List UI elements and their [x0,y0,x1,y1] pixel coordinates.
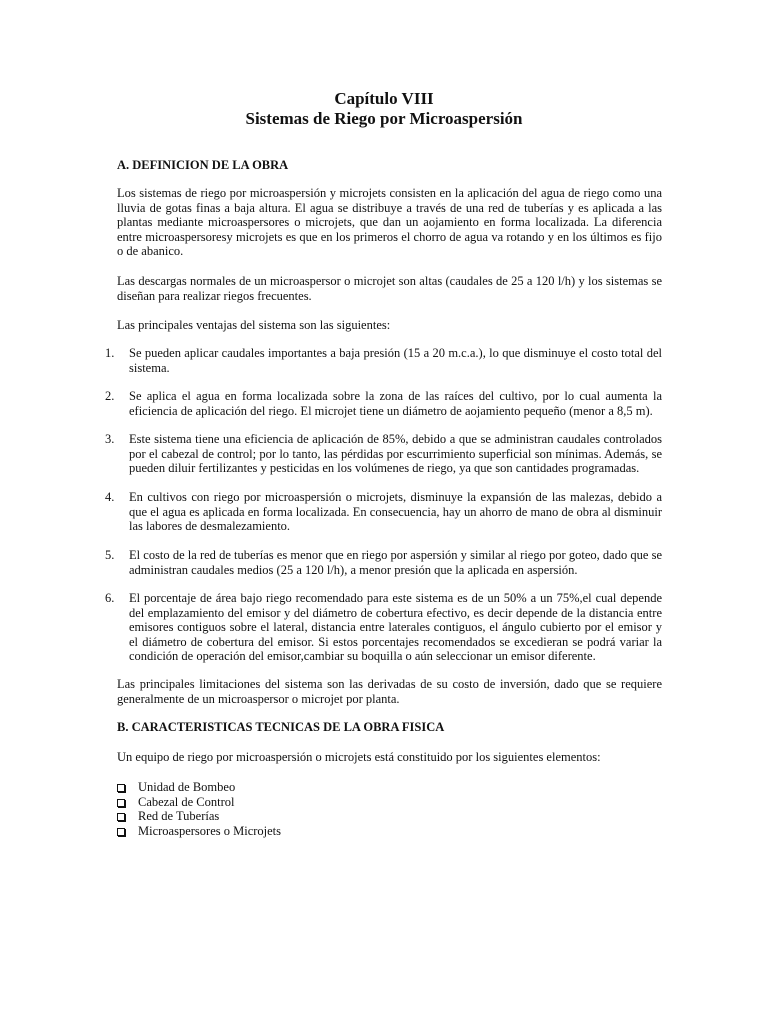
list-item-number: 1. [105,346,115,360]
list-item [105,548,662,577]
bullet-text: Cabezal de Control [138,794,235,809]
list-item [105,389,662,418]
list-item-number: 4. [105,490,115,504]
list-item-text: Este sistema tiene una eficiencia de aplicación de 85%, debido a que se administran caudales controlados por el cabezal de control; por lo tanto, las pérdidas por escurrimiento superficial son mínimas. Además, se pueden diluir fertilizantes y pesticidas en los volúmenes de riego, ya que son cantidades programadas. [129,432,662,476]
list-item [105,591,662,664]
checkbox-bullet-icon [117,799,125,807]
list-item-text: Se pueden aplicar caudales importantes a baja presión (15 a 20 m.c.a.), lo que disminuye el costo total del sistema. [129,346,662,375]
list-item-text: El porcentaje de área bajo riego recomendado para este sistema es de un 50% a un 75%,el cual depende del emplazamiento del emisor y del diámetro de cobertura efectivo, es decir depende de la distancia entre emisores contiguos sobre el lateral, distancia entre laterales contiguos, el ángulo cubierto por el emisor y el diámetro de cobertura del emisor. Si estos porcentajes recomendados se excedieran se podrá variar la condición de operación del emisor,cambiar su boquilla o aún seleccionar un emisor diferente. [129,591,662,664]
list-item-text: El costo de la red de tuberías es menor que en riego por aspersión y similar al riego por goteo, dado que se administran caudales medios (25 a 120 l/h), a menor presión que la aplicada en aspersión. [129,548,662,577]
list-item [105,490,662,534]
section-a-heading: A. DEFINICION DE LA OBRA [117,158,289,172]
list-item-number: 2. [105,389,115,403]
list-item-number: 6. [105,591,115,605]
paragraph-ventajas-intro: Las principales ventajas del sistema son las siguientes: [117,318,391,332]
checkbox-bullet-icon [117,828,125,836]
document-title: Sistemas de Riego por Microaspersión [245,109,523,128]
list-item [105,346,662,375]
chapter-title: Capítulo VIII [334,89,434,108]
paragraph-limitaciones: Las principales limitaciones del sistema son las derivadas de su costo de inversión, dado que se requiere generalmente de un microaspersor o microjet por planta. [117,677,662,706]
checkbox-bullet-icon [117,784,125,792]
paragraph-elementos-intro: Un equipo de riego por microaspersión o microjets está constituido por los siguientes elementos: [117,750,601,764]
list-item-number: 3. [105,432,115,446]
list-item-text: Se aplica el agua en forma localizada sobre la zona de las raíces del cultivo, por lo cual aumenta la eficiencia de aplicación del riego. El microjet tiene un diámetro de aojamiento pequeño (menor a 8,5 m). [129,389,662,418]
list-item-text: En cultivos con riego por microaspersión o microjets, disminuye la expansión de las malezas, debido a que el agua es aplicada en forma localizada. En consecuencia, hay un ahorro de mano de obra al disminuir las labores de desmalezamiento. [129,490,662,534]
list-item-number: 5. [105,548,115,562]
section-b-heading: B. CARACTERISTICAS TECNICAS DE LA OBRA FISICA [117,720,445,734]
paragraph-definition: Los sistemas de riego por microaspersión y microjets consisten en la aplicación del agua de riego como una lluvia de gotas finas a baja altura. El agua se distribuye a través de una red de tuberías y es aplicada a las plantas mediante microaspersores o microjets, que dan un aojamiento en forma localizada. La diferencia entre microaspersoresy microjets es que en los primeros el chorro de agua va rotando y en los últimos es fijo o de abanico. [117,186,662,259]
checkbox-bullet-icon [117,813,125,821]
list-item [105,432,662,476]
paragraph-descargas: Las descargas normales de un microaspersor o microjet son altas (caudales de 25 a 120 l/h) y los sistemas se diseñan para realizar riegos frecuentes. [117,274,662,303]
bullet-text: Red de Tuberías [138,809,220,824]
bullet-text: Unidad de Bombeo [138,780,236,794]
bullet-text: Microaspersores o Microjets [138,823,282,838]
